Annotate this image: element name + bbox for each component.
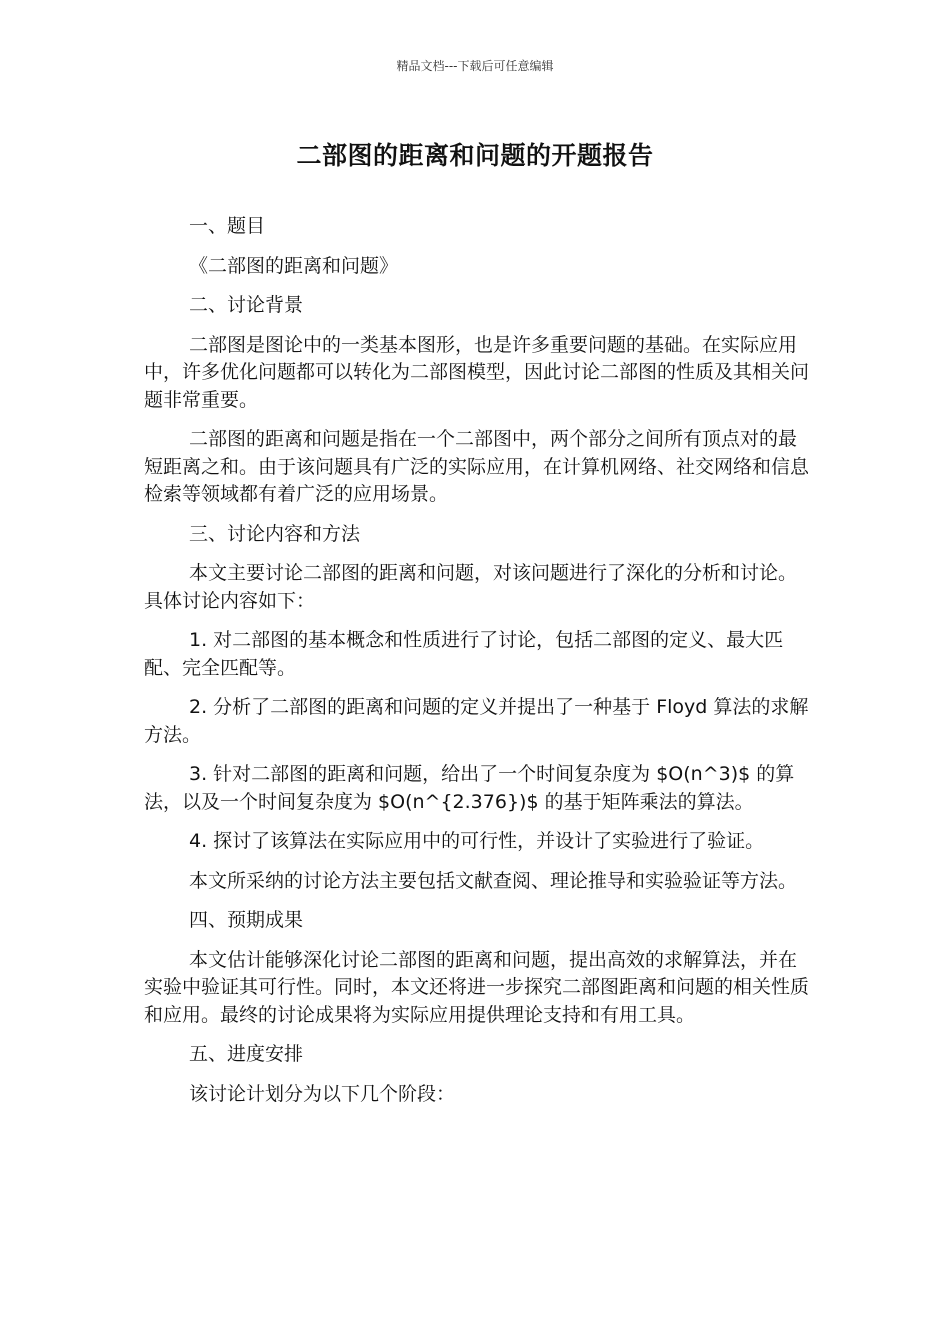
background-paragraph: 二部图是图论中的一类基本图形，也是许多重要问题的基础。在实际应用中，许多优化问题都可以转化为二部图模型，因此讨论二部图的性质及其相关问题非常重要。 xyxy=(144,333,810,411)
section-heading-schedule: 五、进度安排 xyxy=(189,1043,304,1065)
method-paragraph: 本文所采纳的讨论方法主要包括文献查阅、理论推导和实验验证等方法。 xyxy=(189,869,798,892)
content-paragraph: 本文主要讨论二部图的距离和问题，对该问题进行了深化的分析和讨论。具体讨论内容如下： xyxy=(144,562,798,612)
document-body xyxy=(144,213,812,1120)
section-heading-content-method: 三、讨论内容和方法 xyxy=(189,522,361,545)
document-title: 二部图的距离和问题的开题报告 xyxy=(296,141,654,170)
content-list-item: 2. 分析了二部图的距离和问题的定义并提出了一种基于 Floyd 算法的求解方法。 xyxy=(144,696,809,746)
section-heading-topic: 一、题目 xyxy=(189,215,266,237)
section-heading-expected-results: 四、预期成果 xyxy=(189,909,304,931)
topic-name: 《二部图的距离和问题》 xyxy=(189,254,399,277)
background-paragraph: 二部图的距离和问题是指在一个二部图中，两个部分之间所有顶点对的最短距离之和。由于该问题具有广泛的实际应用，在计算机网络、社交网络和信息检索等领域都有着广泛的应用场景。 xyxy=(144,428,810,505)
schedule-paragraph: 该讨论计划分为以下几个阶段： xyxy=(189,1082,456,1105)
content-list-item: 1. 对二部图的基本概念和性质进行了讨论，包括二部图的定义、最大匹配、完全匹配等。 xyxy=(144,629,784,679)
content-list-item: 3. 针对二部图的距离和问题，给出了一个时间复杂度为 $O(n^3)$ 的算法，以及一个时间复杂度为 $O(n^{2.376})$ 的基于矩阵乘法的算法。 xyxy=(144,763,795,813)
content-list-item: 4. 探讨了该算法在实际应用中的可行性，并设计了实验进行了验证。 xyxy=(189,830,765,852)
expected-results-paragraph: 本文估计能够深化讨论二部图的距离和问题，提出高效的求解算法，并在实验中验证其可行性。同时，本文还将进一步探究二部图距离和问题的相关性质和应用。最终的讨论成果将为实际应用提供理论支持和有用工具。 xyxy=(144,948,810,1026)
header-note: 精品文档---下载后可任意编辑 xyxy=(396,59,554,73)
section-heading-background: 二、讨论背景 xyxy=(189,294,304,316)
